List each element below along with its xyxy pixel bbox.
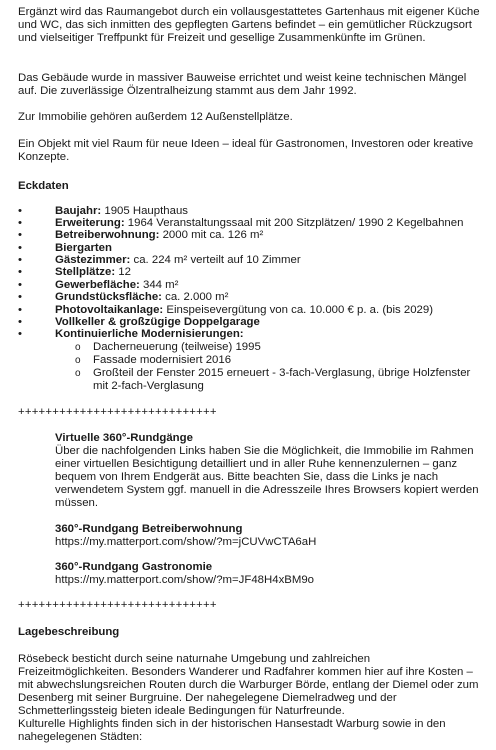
rundgang-text: Über die nachfolgenden Links haben Sie die Möglichkeit, die Immobilie im Rahmen einer virtuellen Besichtigung detailliert und in aller Ruhe kennenzulernen – ganz bequem von Ihrem Endgerät aus. Bitte beachten Sie, dass die Links je nach verwendetem System ggf. manuell in die Adresszeile Ihres Browsers kopiert werden müssen. [55,445,479,509]
intro-paragraph-3: Zur Immobilie gehören außerdem 12 Außenstellplätze. [18,111,293,123]
item-label: Grundstücksfläche: [55,291,162,303]
bullet: • [18,266,22,278]
sub-item-text: Dacherneuerung (teilweise) 1995 [93,341,261,353]
tour-1-link[interactable]: https://my.matterport.com/show/?m=jCUVwCTA6aH [55,536,317,548]
item-value: Einspeisevergütung von ca. 10.000 € p. a. (bis 2029) [163,304,433,316]
bullet: • [18,304,22,316]
rundgang-heading: Virtuelle 360°-Rundgänge [55,432,193,444]
separator-line: +++++++++++++++++++++++++++++ [18,406,217,418]
intro-paragraph-4: Ein Objekt mit viel Raum für neue Ideen – ideal für Gastronomen, Investoren oder kreative Konzepte. [18,138,474,163]
bullet: • [18,229,22,241]
item-label: Baujahr: [55,205,102,217]
item-label: Photovoltaikanlage: [55,304,164,316]
lage-heading: Lagebeschreibung [18,626,120,638]
item-value: 2000 mit ca. 126 m² [159,229,264,241]
list-item [18,229,488,242]
list-item [18,328,488,341]
item-value: 1964 Veranstaltungssaal mit 200 Sitzplätzen/ 1990 2 Kegelbahnen [124,217,464,229]
tour-2-link[interactable]: https://my.matterport.com/show/?m=JF48H4xBM9o [55,574,315,586]
circle-bullet: o [75,342,81,353]
item-label: Vollkeller & großzügige Doppelgarage [55,316,260,328]
item-label: Gästezimmer: [55,254,131,266]
intro-paragraph-2: Das Gebäude wurde in massiver Bauweise errichtet und weist keine technischen Mängel auf. Die zuverlässige Ölzentralheizung stammt aus dem Jahr 1992. [18,72,467,97]
item-label: Gewerbefläche: [55,279,140,291]
item-label: Stellplätze: [55,266,116,278]
sub-item-text: mit 2-fach-Verglasung [93,380,204,392]
bullet: • [18,291,22,303]
tour-1-title: 360°-Rundgang Betreiberwohnung [55,523,243,535]
list-item [18,291,488,304]
bullet: • [18,254,22,266]
bullet: • [18,328,22,340]
bullet: • [18,217,22,229]
circle-bullet: o [75,355,81,366]
bullet: • [18,205,22,217]
item-value: 344 m² [139,279,179,291]
bullet: • [18,279,22,291]
item-label: Erweiterung: [55,217,125,229]
lage-text: Rösebeck besticht durch seine naturnahe Umgebung und zahlreichen Freizeitmöglichkeiten. Besonders Wanderer und Radfahrer kommen hier auf ihre Kosten – mit abwechslungsreichen Routen durch die Warburger Börde, entlang der Diemel oder zum Desenberg mit seiner Burgruine. Der nahegelegene Diemelradweg und der Schmetterlingssteig bieten ideale Bedingungen für Naturfreunde. [18,653,479,717]
item-label: Kontinuierliche Modernisierungen: [55,328,244,340]
tour-2-title: 360°-Rundgang Gastronomie [55,561,213,573]
separator-line: +++++++++++++++++++++++++++++ [18,599,217,611]
item-value: 1905 Haupthaus [101,205,188,217]
lage-text-2: Kulturelle Highlights finden sich in der historischen Hansestadt Warburg sowie in den nahegelegenen Städten: [18,718,446,743]
list-item [18,266,488,279]
bullet: • [18,242,22,254]
circle-bullet: o [75,368,81,379]
item-value: ca. 224 m² verteilt auf 10 Zimmer [130,254,301,266]
sub-item-text: Großteil der Fenster 2015 erneuert - 3-fach-Verglasung, übrige Holzfenster [93,367,471,379]
item-label: Betreiberwohnung: [55,229,160,241]
sub-item-text: Fassade modernisiert 2016 [93,354,232,366]
item-label: Biergarten [55,242,112,254]
eckdaten-heading: Eckdaten [18,180,69,192]
bullet: • [18,316,22,328]
item-value: 12 [115,266,131,278]
item-value: ca. 2.000 m² [161,291,229,303]
intro-paragraph-1: Ergänzt wird das Raumangebot durch ein vollausgestattetes Gartenhaus mit eigener Küche und WC, das sich inmitten des gepflegten Gartens befindet – ein gemütlicher Rückzugsort und vielseitiger Treffpunkt für Freizeit und gesellige Zusammenkünfte im Grünen. [18,6,480,44]
